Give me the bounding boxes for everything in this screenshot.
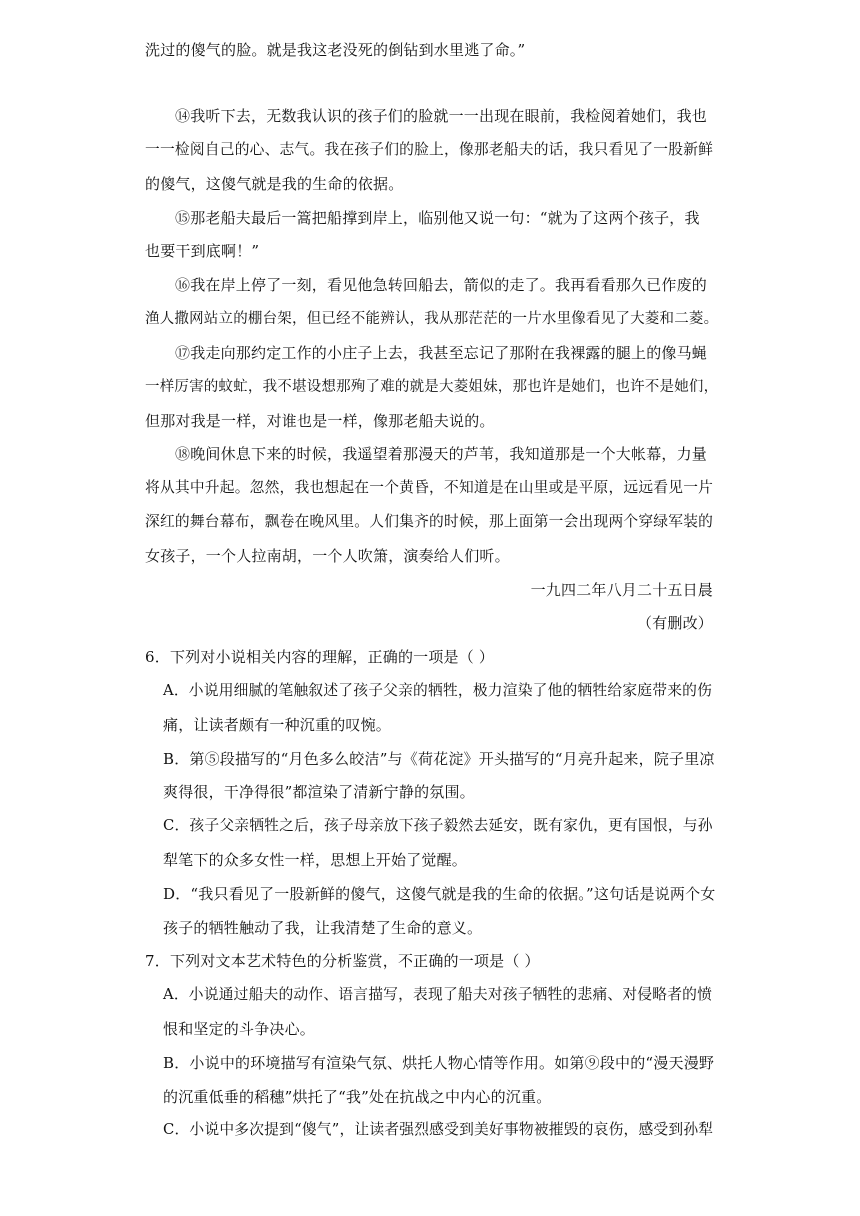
text-line: 渔人撒网站立的棚台架，但已经不能辨认，我从那茫茫的一片水里像看见了大菱和二菱。: [145, 311, 719, 327]
question-6-option-c: C．孩子父亲牺牲之后，孩子母亲放下孩子毅然去延安，既有家仇，更有国恨，与孙: [163, 817, 713, 834]
text-line: 犁笔下的众多女性一样，思想上开始了觉醒。: [163, 851, 468, 869]
text-line: 深红的舞台幕布，飘卷在晚风里。人们集齐的时候，那上面第一会出现两个穿绿军装的: [145, 513, 714, 530]
text-line: 一一检阅自己的心、志气。我在孩子们的脸上，像那老船夫的话，我只看见了一股新鲜: [145, 141, 714, 158]
text-line: 将从其中升起。忽然，我也想起在一个黄昏，不知道是在山里或是平原，远远看见一片: [145, 479, 714, 496]
paragraph-18: ⑱晚间休息下来的时候，我遥望着那漫天的芦苇，我知道那是一个大帐幕，力量: [175, 445, 708, 463]
paragraph-16: ⑯我在岸上停了一刻，看见他急转回船去，箭似的走了。我再看看那久已作废的: [175, 276, 708, 294]
text-line: 一样厉害的蚊虻，我不堪设想那殉了难的就是大菱姐妹，那也许是她们，也许不是她们，: [145, 379, 719, 395]
question-7-option-a: A．小说通过船夫的动作、语言描写，表现了船夫对孩子牺牲的悲痛、对侵略者的愤: [163, 986, 713, 1003]
question-6-option-a: A．小说用细腻的笔触叙述了孩子父亲的牺牲，极力渲染了他的牺牲给家庭带来的伤: [163, 682, 713, 699]
text-line: 的傻气，这傻气就是我的生命的依据。: [145, 175, 404, 193]
question-6-option-d: D．“我只看见了一股新鲜的傻气，这傻气就是我的生命的依据。”这句话是说两个女: [163, 885, 716, 903]
text-line: 痛，让读者颇有一种沉重的叹惋。: [163, 716, 392, 734]
text-line: 孩子的牺牲触动了我，让我清楚了生命的意义。: [163, 919, 483, 937]
question-6-stem: 6．下列对小说相关内容的理解，正确的一项是（ ）: [145, 648, 495, 666]
text-line: 恨和坚定的斗争决心。: [163, 1020, 316, 1038]
edit-note: （有删改）: [636, 614, 713, 632]
text-line: 洗过的傻气的脸。就是我这老没死的倒钻到水里逃了命。”: [145, 41, 526, 59]
text-line: 爽得很，干净得很”都渲染了清新宁静的氛围。: [163, 783, 475, 801]
paragraph-14: ⑭我听下去，无数我认识的孩子们的脸就一一出现在眼前，我检阅着她们，我也: [175, 107, 708, 125]
text-line: 也要干到底啊！”: [145, 242, 260, 260]
paragraph-17: ⑰我走向那约定工作的小庄子上去，我甚至忘记了那附在我裸露的腿上的像马蝇: [175, 344, 708, 362]
date-line: 一九四二年八月二十五日晨: [530, 581, 713, 599]
paragraph-15: ⑮那老船夫最后一篙把船撑到岸上，临别他又说一句：“就为了这两个孩子，我: [175, 209, 700, 227]
text-line: 但那对我是一样，对谁也是一样，像那老船夫说的。: [145, 412, 495, 430]
text-line: 的沉重低垂的稻穗”烘托了“我”处在抗战之中内心的沉重。: [163, 1088, 552, 1106]
question-7-option-c: C．小说中多次提到“傻气”，让读者强烈感受到美好事物被摧毁的哀伤，感受到孙犁: [163, 1121, 714, 1138]
question-6-option-b: B．第⑤段描写的“月色多么皎洁”与《荷花淀》开头描写的“月亮升起来，院子里凉: [163, 750, 715, 768]
question-7-option-b: B．小说中的环境描写有渲染气氛、烘托人物心情等作用。如第⑨段中的“漫天漫野: [163, 1054, 715, 1072]
text-line: 女孩子，一个人拉南胡，一个人吹箫，演奏给人们听。: [145, 547, 510, 565]
question-7-stem: 7．下列对文本艺术特色的分析鉴赏，不正确的一项是（ ）: [145, 952, 540, 970]
